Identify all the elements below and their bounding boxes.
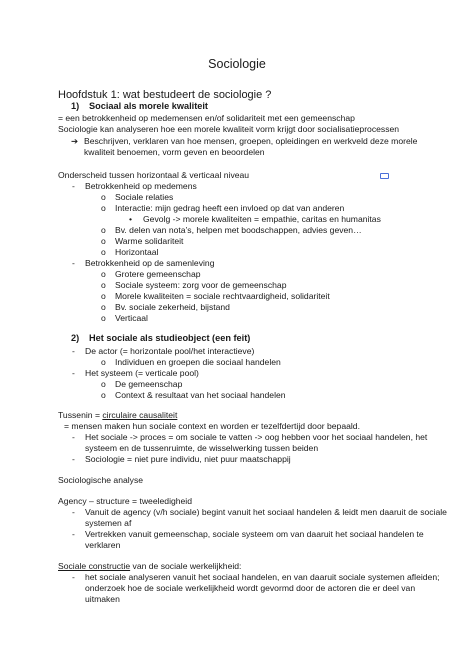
analyse-heading: Sociologische analyse xyxy=(58,475,144,485)
dash-bullet: - xyxy=(72,346,75,356)
sub-list-item: De gemeenschap xyxy=(115,379,183,389)
comment-marker-icon xyxy=(380,173,389,179)
dash-bullet: - xyxy=(72,432,75,442)
circle-bullet: o xyxy=(101,390,106,400)
sub-list-item: Interactie: mijn gedrag heeft een invloed op dat van anderen xyxy=(115,203,345,213)
list-item-continued: systemen af xyxy=(85,518,132,528)
sub-sub-list-item: Gevolg -> morele kwaliteiten = empathie, caritas en humanitas xyxy=(143,214,381,224)
list-item-continued: verklaren xyxy=(85,540,121,550)
sub-list-item: Sociale relaties xyxy=(115,192,174,202)
sub-list-item: Individuen en groepen die sociaal handelen xyxy=(115,357,281,367)
dash-bullet: - xyxy=(72,507,75,517)
constructie-rest: van de sociale werkelijkheid: xyxy=(130,561,242,571)
sub-list-item: Bv. delen van nota’s, helpen met boodschappen, advies geven… xyxy=(115,225,362,235)
dash-bullet: - xyxy=(72,529,75,539)
list-item-continued: onderzoek hoe de sociale werkelijkheid wordt gevormd door de actoren die er deel van xyxy=(85,583,416,593)
dash-bullet: - xyxy=(72,454,75,464)
document-title: Sociologie xyxy=(208,57,266,71)
list-item-continued: systeem en de tussenruimte, de wisselwerking tussen beiden xyxy=(85,443,319,453)
list-item: Vertrekken vanuit gemeenschap, sociale systeem om van daaruit het sociaal handelen te xyxy=(85,529,424,539)
section-2-title: Het sociale als studieobject (een feit) xyxy=(89,333,251,343)
section-2-number: 2) xyxy=(71,333,80,343)
tussenin-definition: = mensen maken hun sociale context en worden er tezelfdertijd door bepaald. xyxy=(64,421,360,431)
onderscheid-heading: Onderscheid tussen horizontaal & verticaal niveau xyxy=(58,170,250,180)
section-1-number: 1) xyxy=(71,101,80,111)
sub-list-item: Verticaal xyxy=(115,313,148,323)
circle-bullet: o xyxy=(101,247,106,257)
arrow-text: Beschrijven, verklaren van hoe mensen, groepen, opleidingen en werkveld deze morele xyxy=(84,136,418,146)
list-item: het sociale analyseren vanuit het sociaal handelen, en van daaruit sociale systemen afleiden; xyxy=(85,572,440,582)
dash-bullet: - xyxy=(72,258,75,268)
list-item-continued: uitmaken xyxy=(85,594,120,604)
sub-list-item: Horizontaal xyxy=(115,247,159,257)
list-item: Sociologie = niet pure individu, niet puur maatschappij xyxy=(85,454,291,464)
list-item: De actor (= horizontale pool/het interactieve) xyxy=(85,346,255,356)
circle-bullet: o xyxy=(101,313,106,323)
dot-bullet: • xyxy=(129,214,133,224)
sub-list-item: Morele kwaliteiten = sociale rechtvaardigheid, solidariteit xyxy=(115,291,330,301)
list-item: Het sociale -> proces = om sociale te vatten -> oog hebben voor het sociaal handelen, het xyxy=(85,432,428,442)
circle-bullet: o xyxy=(101,291,106,301)
sub-list-item: Grotere gemeenschap xyxy=(115,269,201,279)
list-item: Het systeem (= verticale pool) xyxy=(85,368,199,378)
dash-bullet: - xyxy=(72,181,75,191)
circle-bullet: o xyxy=(101,225,106,235)
sub-list-item: Bv. sociale zekerheid, bijstand xyxy=(115,302,230,312)
constructie-line xyxy=(58,561,241,572)
dash-bullet: - xyxy=(72,572,75,582)
circle-bullet: o xyxy=(101,236,106,246)
chapter-heading: Hoofdstuk 1: wat bestudeert de sociologie ? xyxy=(58,89,272,101)
circle-bullet: o xyxy=(101,357,106,367)
definition-line: = een betrokkenheid op medemensen en/of solidariteit met een gemeenschap xyxy=(58,113,355,123)
list-item: Betrokkenheid op medemens xyxy=(85,181,197,191)
circle-bullet: o xyxy=(101,269,106,279)
circle-bullet: o xyxy=(101,379,106,389)
circle-bullet: o xyxy=(101,280,106,290)
tussenin-line xyxy=(58,410,177,421)
circle-bullet: o xyxy=(101,203,106,213)
arrow-icon: ➔ xyxy=(71,136,79,146)
sub-list-item: Sociale systeem: zorg voor de gemeenschap xyxy=(115,280,287,290)
sub-list-item: Context & resultaat van het sociaal handelen xyxy=(115,390,286,400)
list-item: Vanuit de agency (v/h sociale) begint vanuit het sociaal handelen & leidt men daaruit de sociale xyxy=(85,507,447,517)
circle-bullet: o xyxy=(101,192,106,202)
tussenin-term: circulaire causaliteit xyxy=(102,410,178,420)
section-1-title: Sociaal als morele kwaliteit xyxy=(89,101,208,111)
tussenin-prefix: Tussenin = xyxy=(58,410,103,420)
sub-list-item: Warme solidariteit xyxy=(115,236,184,246)
circle-bullet: o xyxy=(101,302,106,312)
dash-bullet: - xyxy=(72,368,75,378)
list-item: Betrokkenheid op de samenleving xyxy=(85,258,215,268)
constructie-term: Sociale constructie xyxy=(58,561,131,571)
definition-line: Sociologie kan analyseren hoe een morele kwaliteit vorm krijgt door socialisatieprocessen xyxy=(58,124,400,134)
arrow-text: kwaliteit benoemen, vorm geven en beoordelen xyxy=(84,147,265,157)
agency-heading: Agency – structure = tweeledigheid xyxy=(58,496,193,506)
